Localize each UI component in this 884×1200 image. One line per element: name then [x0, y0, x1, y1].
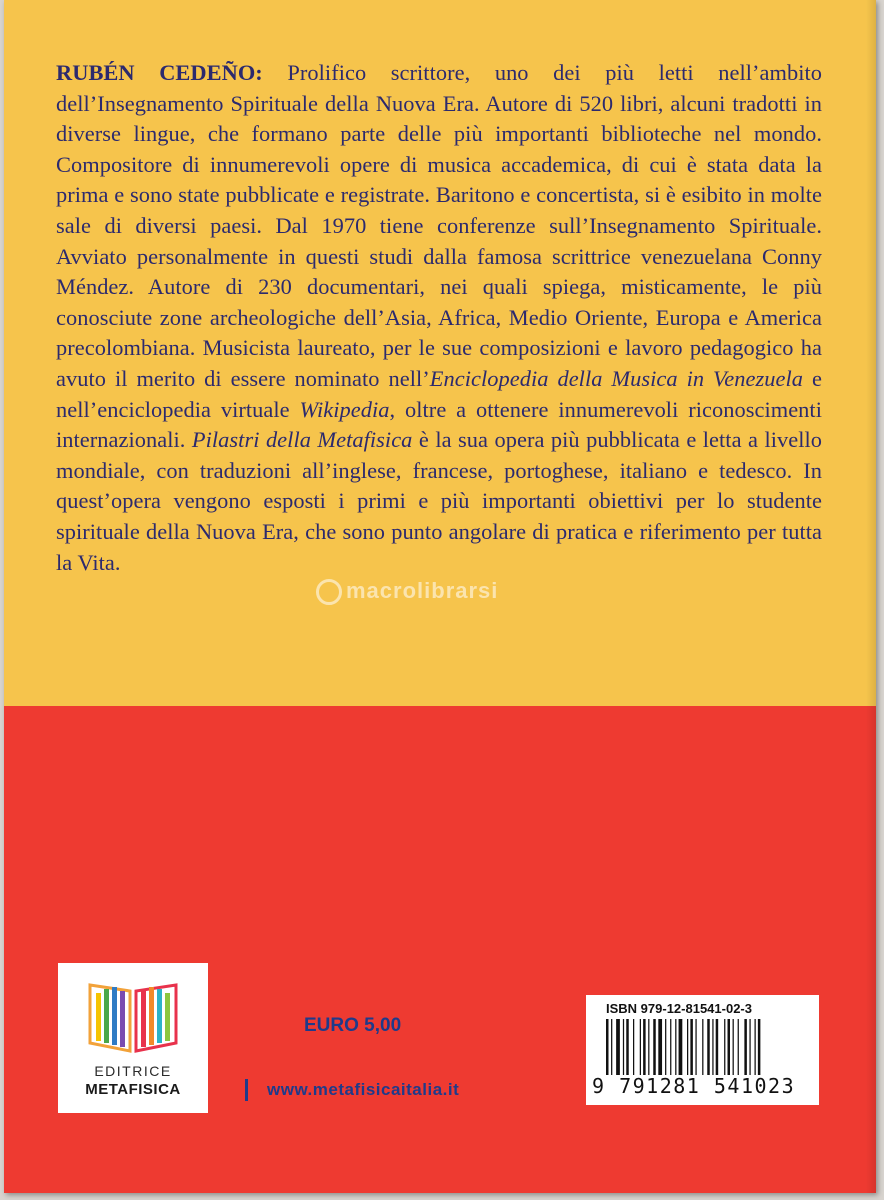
barcode-bar: [733, 1019, 734, 1075]
bio-text-part2: e nell’enciclopedia virtuale: [56, 365, 822, 422]
barcode-bar: [695, 1019, 696, 1075]
barcode-bar: [623, 1019, 624, 1075]
encyclopedia-title: Enciclopedia della Musica in Venezuela: [429, 365, 804, 391]
barcode-bar: [687, 1019, 688, 1075]
isbn-barcode: [586, 995, 819, 1105]
barcode-bar: [716, 1019, 719, 1075]
barcode-bar: [738, 1019, 739, 1075]
barcode-bar: [744, 1019, 747, 1075]
barcode-bar: [749, 1019, 750, 1075]
barcode-bar: [724, 1019, 725, 1075]
barcode-bar: [626, 1019, 629, 1075]
barcode-bar: [755, 1019, 756, 1075]
barcode-bar: [616, 1019, 620, 1075]
barcode-bar: [611, 1019, 612, 1075]
ean-digits: 9 791281 541023: [592, 1074, 796, 1098]
bio-text-part3: , oltre a ottenere innumerevoli riconoscimenti internazionali.: [56, 396, 822, 453]
publisher-website: www.metafisicaitalia.it: [267, 1080, 460, 1099]
book-title: Pilastri della Metafisica: [191, 427, 413, 453]
barcode-bar: [707, 1019, 710, 1075]
price-label: EURO 5,00: [304, 1015, 402, 1036]
divider: [245, 1079, 248, 1101]
barcode-bar: [648, 1019, 649, 1075]
cover-edge-shadow: [866, 0, 876, 1193]
author-biography: [56, 58, 822, 578]
barcode-bar: [633, 1019, 634, 1075]
book-back-cover: [4, 0, 876, 1193]
barcode-bar: [665, 1019, 666, 1075]
barcode-bar: [702, 1019, 703, 1075]
bio-text-part1: Prolifico scrittore, uno dei più letti nell’ambito dell’Insegnamento Spirituale della Nuova Era. Autore di 520 libri, alcuni tradotti in diverse lingue, che formano parte delle più importanti biblioteche nel mondo. Compositore di innumerevoli opere di musica accademica, di cui è stata data la prima e sono state pubblicate e registrate. Baritono e concertista, si è esibito in molte sale di diversi paesi. Dal 1970 tiene conferenze sull’Insegnamento Spirituale. Avviato personalmente in questi studi dalla famosa scrittrice venezuelana Conny Méndez. Autore di 230 documentari, nei quali spiega, misticamente, le più conosciute zone archeologiche dell’Asia, Africa, Medio Oriente, Europa e America precolombiana. Musicista laureato, per le sue composizioni e lavoro pedagogico ha avuto il merito di essere nominato nell’: [56, 60, 822, 391]
open-book-icon: [80, 977, 186, 1055]
barcode-bar: [728, 1019, 731, 1075]
barcode-bar: [690, 1019, 693, 1075]
barcode-bar: [712, 1019, 713, 1075]
publisher-logo: [58, 963, 208, 1113]
barcode-bar: [679, 1019, 683, 1075]
publisher-name-line2: METAFISICA: [85, 1081, 181, 1098]
lower-red-panel: [4, 706, 876, 1193]
barcode-bar: [653, 1019, 656, 1075]
barcode-bar: [606, 1019, 609, 1075]
barcode-bars: [606, 1019, 806, 1075]
barcode-bar: [675, 1019, 676, 1075]
barcode-bar: [658, 1019, 662, 1075]
barcode-bar: [758, 1019, 761, 1075]
barcode-bar: [670, 1019, 671, 1075]
author-name: RUBÉN CEDEÑO:: [56, 60, 263, 85]
wikipedia-title: Wikipedia: [299, 396, 390, 422]
publisher-name-line1: EDITRICE: [94, 1063, 172, 1079]
watermark: macrolibrarsi: [316, 578, 498, 605]
barcode-bar: [643, 1019, 646, 1075]
isbn-label: ISBN 979-12-81541-02-3: [606, 1001, 752, 1016]
barcode-bar: [640, 1019, 641, 1075]
bio-text-part4: è la sua opera più pubblicata e letta a livello mondiale, con traduzioni all’inglese, francese, portoghese, italiano e tedesco. In quest’opera vengono esposti i primi e più importanti obiettivi per lo studente spirituale della Nuova Era, che sono punto angolare di pratica e riferimento per tutta la Vita.: [56, 427, 823, 575]
